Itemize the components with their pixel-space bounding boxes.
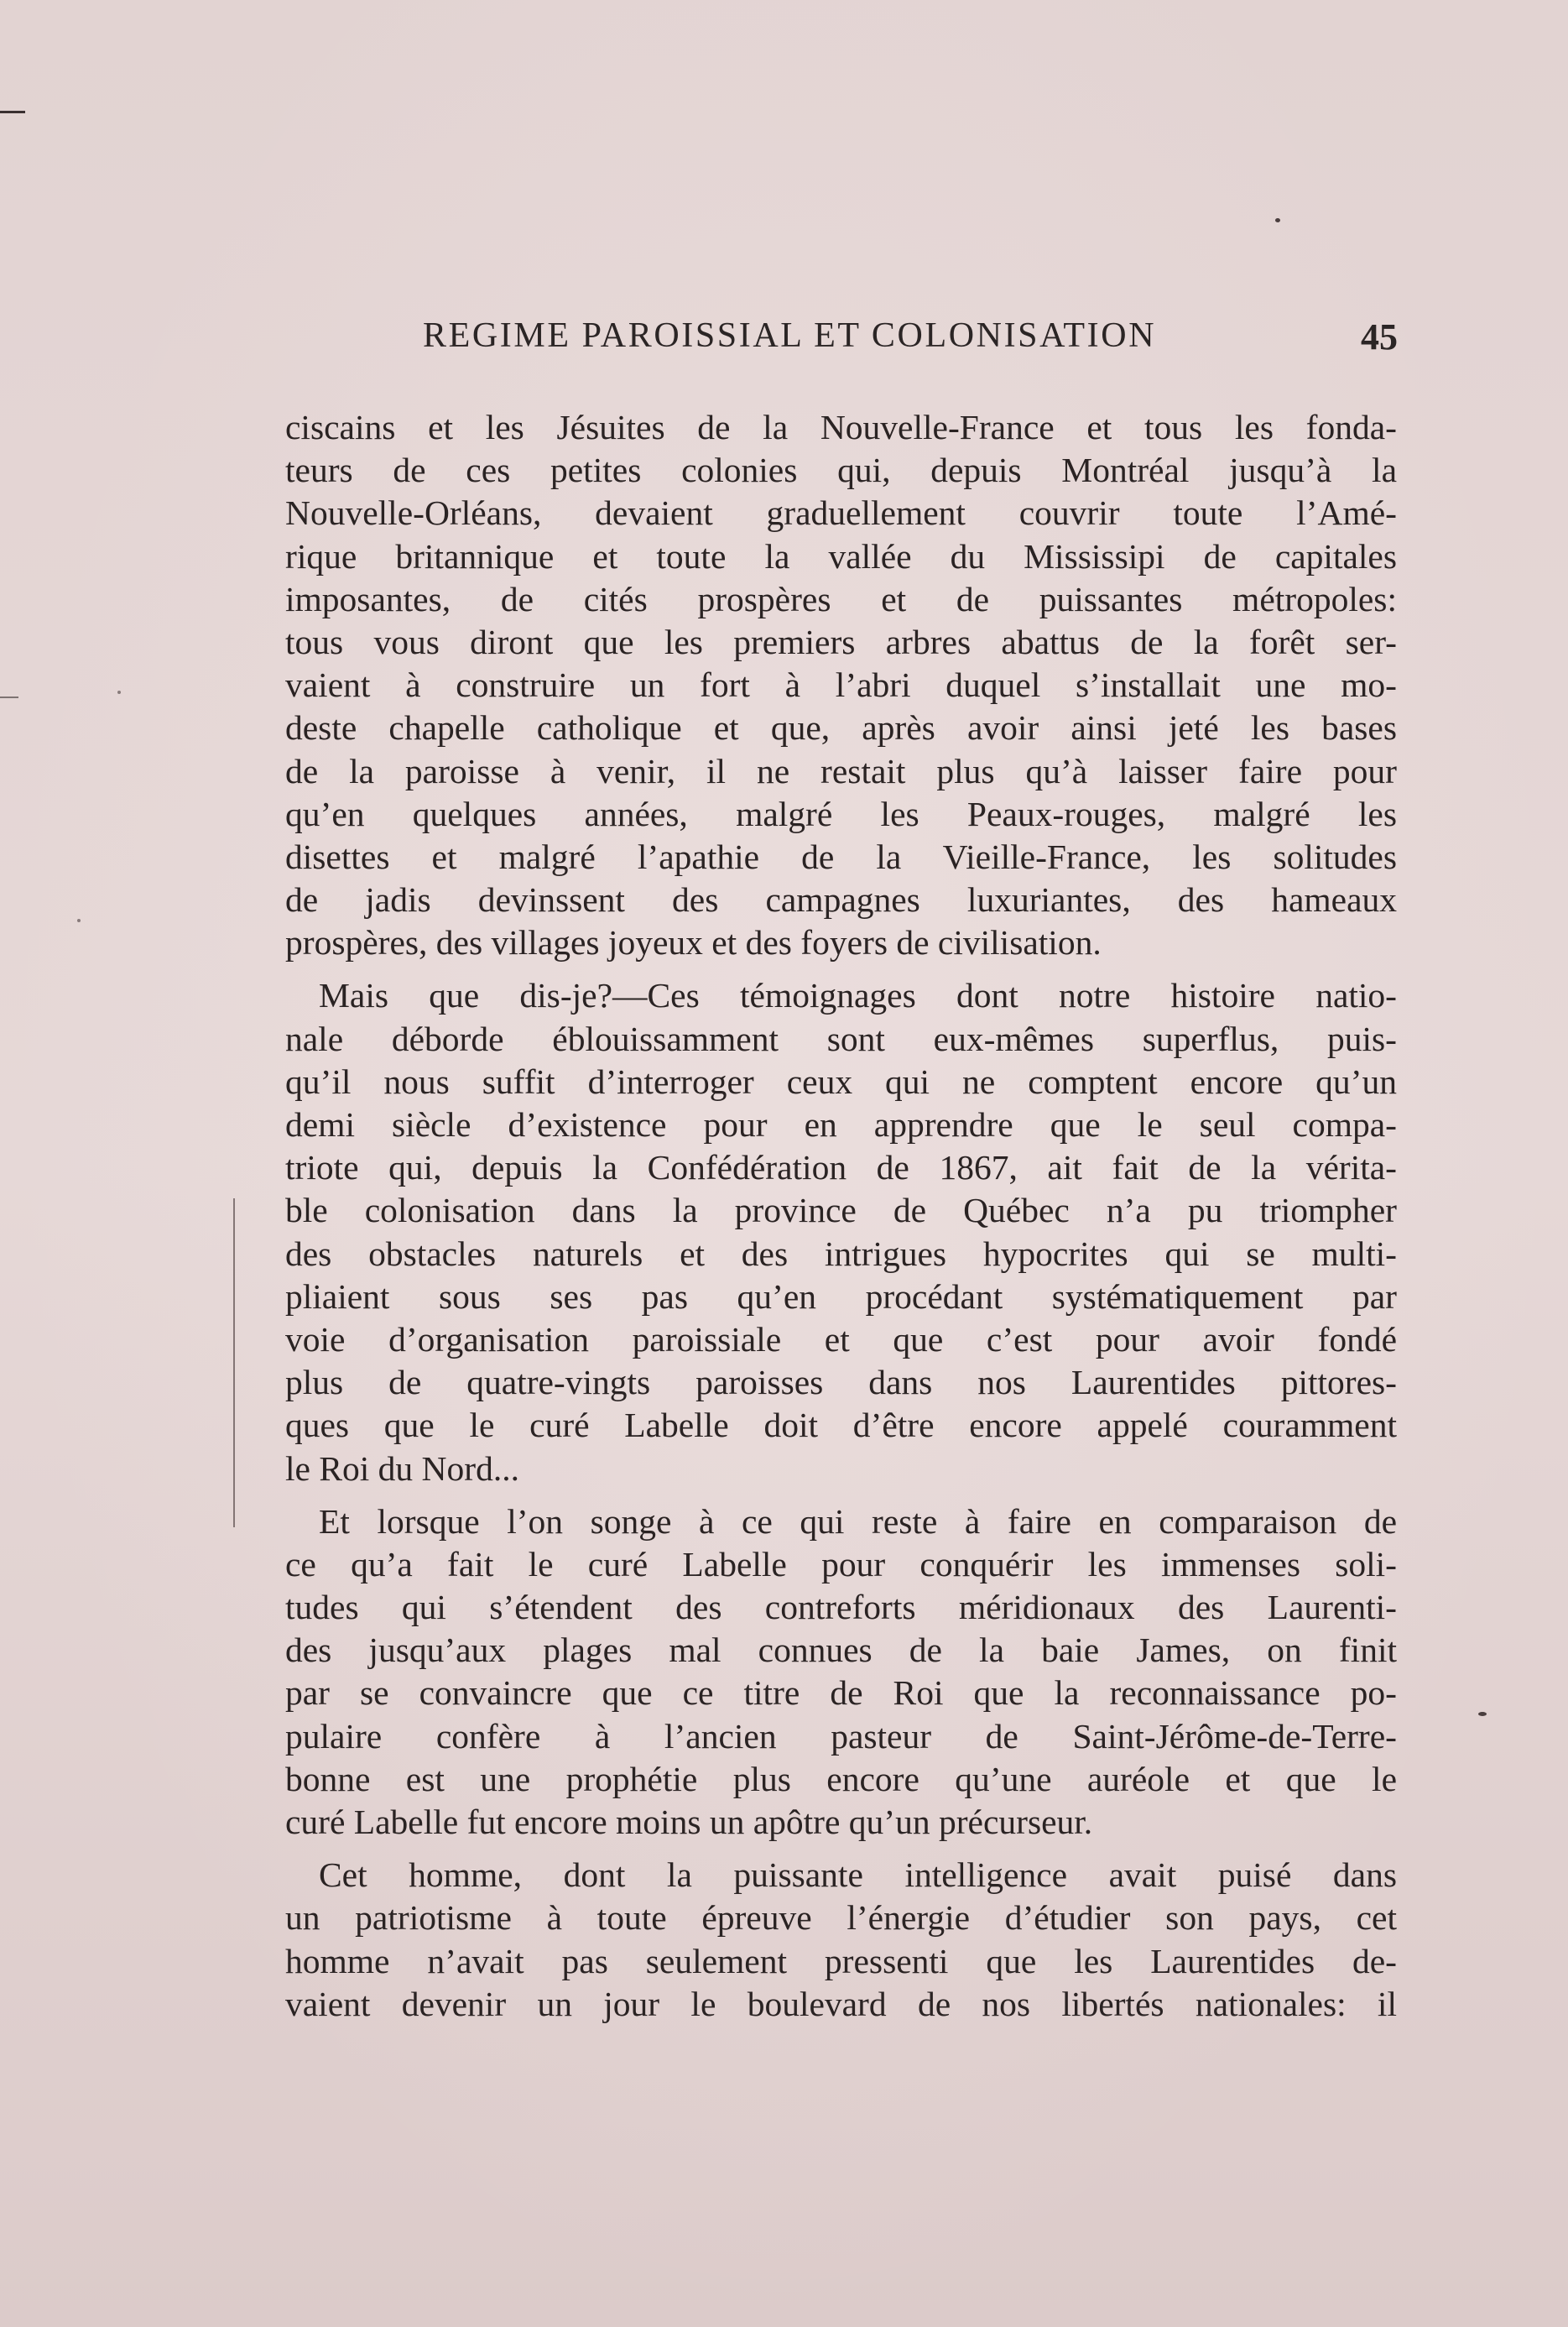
text-line: triote qui, depuis la Confédération de 1867, ait fait de la vérita-: [285, 1148, 1397, 1187]
text-line: disettes et malgré l’apathie de la Vieille-France, les solitudes: [285, 837, 1397, 876]
text-line: Cet homme, dont la puissante intelligence avait puisé dans: [319, 1855, 1397, 1895]
running-title: REGIME PAROISSIAL ET COLONISATION: [423, 316, 1157, 355]
body-text: [285, 406, 1397, 2026]
text-line: tous vous diront que les premiers arbres abattus de la forêt ser-: [285, 622, 1397, 661]
text-line: de la paroisse à venir, il ne restait plus qu’à laisser faire pour: [285, 751, 1397, 790]
text-line: un patriotisme à toute épreuve l’énergie d’étudier son pays, cet: [285, 1898, 1397, 1938]
text-line: Nouvelle-Orléans, devaient graduellement couvrir toute l’Amé-: [285, 493, 1397, 533]
text-line: imposantes, de cités prospères et de puissantes métropoles:: [285, 579, 1397, 618]
text-line: Mais que dis-je?—Ces témoignages dont notre histoire natio-: [319, 976, 1397, 1015]
text-line: ques que le curé Labelle doit d’être encore appelé couramment: [285, 1406, 1397, 1445]
text-line: qu’il nous suffit d’interroger ceux qui ne comptent encore qu’un: [285, 1062, 1397, 1101]
margin-pencil-line: [233, 1198, 235, 1527]
text-line: ce qu’a fait le curé Labelle pour conquérir les immenses soli-: [285, 1544, 1397, 1584]
paragraph-3: [285, 1500, 1397, 1844]
text-line: homme n’avait pas seulement pressenti que les Laurentides de-: [285, 1941, 1397, 1980]
text-line: des jusqu’aux plages mal connues de la baie James, on finit: [285, 1630, 1397, 1670]
text-line: bonne est une prophétie plus encore qu’une auréole et que le: [285, 1759, 1397, 1798]
page-number: 45: [1361, 316, 1398, 357]
running-header: [423, 316, 1398, 366]
paragraph-1: [285, 406, 1397, 964]
edge-mark-top: [0, 111, 25, 113]
text-line: pulaire confère à l’ancien pasteur de Saint-Jérôme-de-Terre-: [285, 1716, 1397, 1756]
text-line: des obstacles naturels et des intrigues hypocrites qui se multi-: [285, 1234, 1397, 1273]
text-line: demi siècle d’existence pour en apprendre que le seul compa-: [285, 1105, 1397, 1144]
paragraph-4: [285, 1854, 1397, 2026]
text-line: rique britannique et toute la vallée du Mississipi de capitales: [285, 536, 1397, 576]
text-line: le Roi du Nord...: [285, 1448, 519, 1488]
edge-mark-middle: [0, 697, 18, 698]
text-line: pliaient sous ses pas qu’en procédant systématiquement par: [285, 1276, 1397, 1316]
text-line: prospères, des villages joyeux et des foyers de civilisation.: [285, 923, 1102, 963]
text-line: de jadis devinssent des campagnes luxuriantes, des hameaux: [285, 880, 1397, 920]
page-speck: [1275, 218, 1280, 222]
page-speck: [117, 691, 121, 694]
paragraph-2: [285, 974, 1397, 1490]
text-line: ciscains et les Jésuites de la Nouvelle-France et tous les fonda-: [285, 408, 1397, 446]
text-line: Et lorsque l’on songe à ce qui reste à faire en comparaison de: [319, 1501, 1397, 1541]
text-line: nale déborde éblouissamment sont eux-mêmes superflus, puis-: [285, 1019, 1397, 1058]
text-line: voie d’organisation paroissiale et que c’est pour avoir fondé: [285, 1319, 1397, 1359]
text-line: vaient à construire un fort à l’abri duquel s’installait une mo-: [285, 665, 1397, 705]
text-line: plus de quatre-vingts paroisses dans nos Laurentides pittores-: [285, 1363, 1397, 1402]
text-line: par se convaincre que ce titre de Roi que la reconnaissance po-: [285, 1673, 1397, 1713]
page-speck: [1478, 1712, 1487, 1716]
text-line: tudes qui s’étendent des contreforts méridionaux des Laurenti-: [285, 1588, 1397, 1627]
text-line: vaient devenir un jour le boulevard de nos libertés nationales: il: [285, 1984, 1397, 2023]
text-line: ble colonisation dans la province de Québec n’a pu triompher: [285, 1191, 1397, 1230]
text-line: teurs de ces petites colonies qui, depuis Montréal jusqu’à la: [285, 451, 1397, 490]
page-speck: [77, 919, 81, 922]
text-line: qu’en quelques années, malgré les Peaux-rouges, malgré les: [285, 794, 1397, 833]
text-line: deste chapelle catholique et que, après avoir ainsi jeté les bases: [285, 708, 1397, 748]
text-line: curé Labelle fut encore moins un apôtre qu’un précurseur.: [285, 1803, 1093, 1841]
